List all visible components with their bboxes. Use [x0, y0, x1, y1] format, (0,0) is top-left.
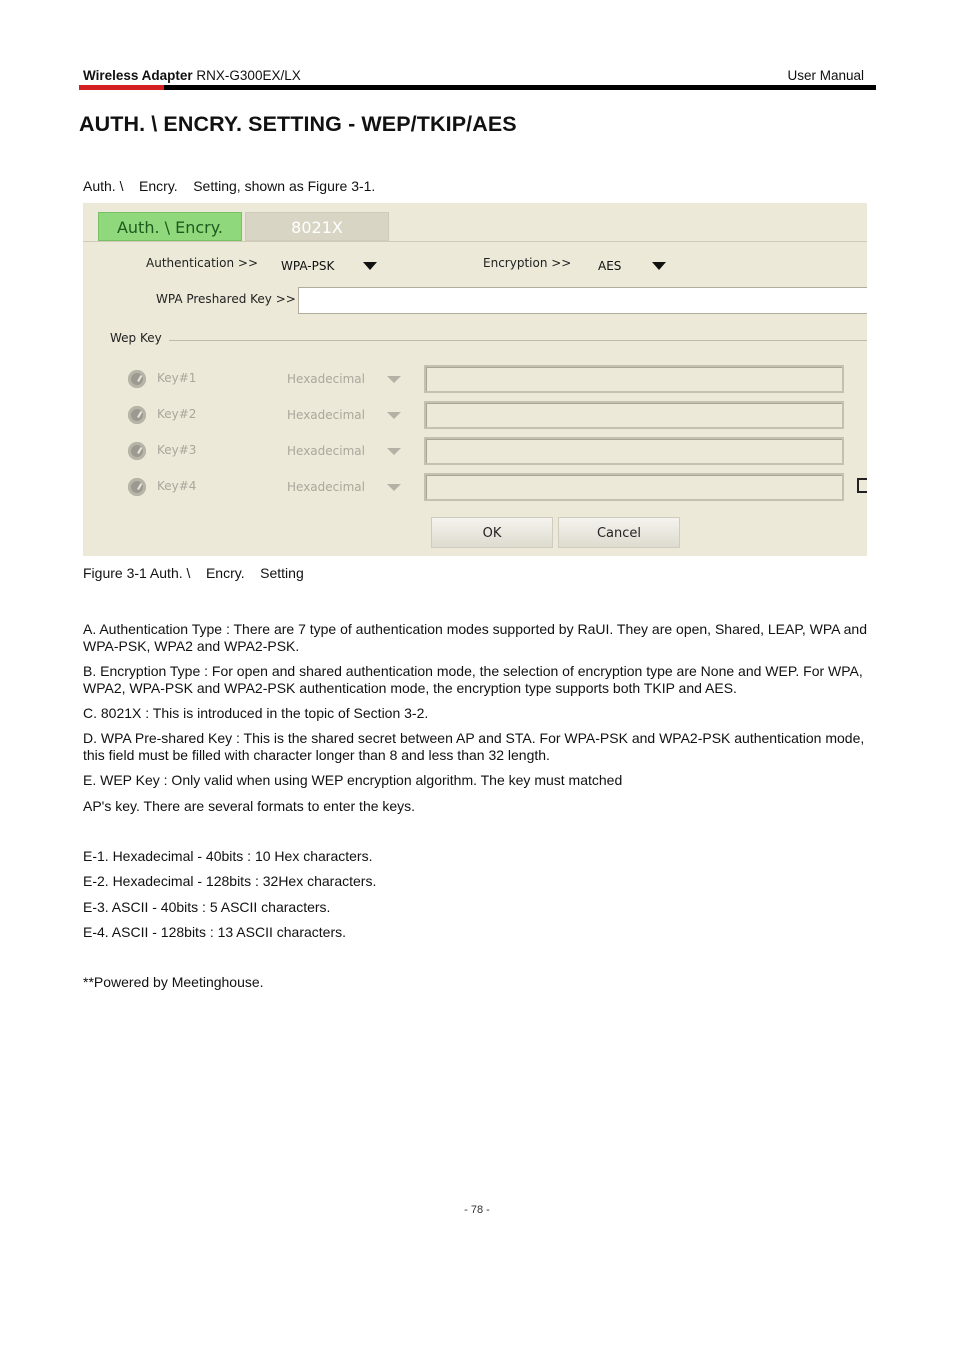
encryption-select[interactable] [596, 255, 676, 275]
tab-8021x[interactable]: 8021X [245, 212, 389, 241]
powered-by-note: **Powered by Meetinghouse. [83, 974, 264, 990]
page-number: - 78 - [464, 1204, 490, 1216]
header-model: RNX-G300EX/LX [192, 68, 301, 83]
chevron-down-icon [387, 448, 401, 455]
paragraph-d: D. WPA Pre-shared Key : This is the shared secret between AP and STA. For WPA-PSK and WPA2-PSK authentication mode, this field must be filled with character longer than 8 and less than 32 length. [83, 730, 865, 763]
key1-input[interactable] [424, 365, 844, 393]
header-product-name: Wireless Adapter [83, 68, 193, 83]
key1-format: Hexadecimal [287, 372, 365, 386]
tab-divider [83, 241, 867, 242]
authentication-label: Authentication >> [146, 256, 259, 270]
ok-button[interactable]: OK [431, 517, 553, 548]
key2-label: Key#2 [157, 407, 197, 421]
key2-format-select[interactable] [287, 405, 407, 425]
key2-format: Hexadecimal [287, 408, 365, 422]
auth-encry-dialog [83, 203, 867, 556]
list-item-e2: E-2. Hexadecimal - 128bits : 32Hex characters. [83, 873, 377, 889]
paragraph-b: B. Encryption Type : For open and shared authentication mode, the selection of encryption type are None and WEP. For WPA, WPA2, WPA-PSK and WPA2-PSK authentication mode, the encryption type supports both TKIP and AES. [83, 663, 863, 696]
header-rule [79, 85, 876, 90]
intro-text: Auth. \ Encry. Setting, shown as Figure 3-1. [83, 178, 376, 194]
key1-label: Key#1 [157, 371, 197, 385]
psk-input[interactable] [298, 287, 867, 314]
header-manual: User Manual [787, 68, 864, 83]
authentication-value: WPA-PSK [281, 259, 335, 273]
chevron-down-icon [387, 412, 401, 419]
key1-radio[interactable] [128, 370, 146, 388]
key4-radio[interactable] [128, 478, 146, 496]
paragraph-c: C. 8021X : This is introduced in the topic of Section 3-2. [83, 705, 429, 721]
header-rule-accent [79, 85, 164, 90]
paragraph-e-cont: AP's key. There are several formats to enter the keys. [83, 798, 416, 814]
wep-group-line [169, 340, 867, 341]
key4-format: Hexadecimal [287, 480, 365, 494]
encryption-value: AES [598, 259, 622, 273]
chevron-down-icon [387, 484, 401, 491]
key4-label: Key#4 [157, 479, 197, 493]
cancel-button[interactable]: Cancel [558, 517, 680, 548]
chevron-down-icon [652, 262, 666, 270]
list-item-e1: E-1. Hexadecimal - 40bits : 10 Hex characters. [83, 848, 373, 864]
header-product [83, 68, 301, 83]
page-title: AUTH. \ ENCRY. SETTING - WEP/TKIP/AES [79, 112, 517, 136]
key4-format-select[interactable] [287, 477, 407, 497]
authentication-select[interactable] [279, 255, 389, 275]
tab-auth-encry[interactable]: Auth. \ Encry. [98, 212, 242, 241]
figure-caption: Figure 3-1 Auth. \ Encry. Setting [83, 565, 304, 581]
paragraph-a: A. Authentication Type : There are 7 type of authentication modes supported by RaUI. They are open, Shared, LEAP, WPA and WPA-PSK, WPA2 and WPA2-PSK. [83, 621, 867, 654]
show-password-checkbox[interactable] [857, 478, 867, 493]
key4-input[interactable] [424, 473, 844, 501]
key3-radio[interactable] [128, 442, 146, 460]
key2-radio[interactable] [128, 406, 146, 424]
psk-label: WPA Preshared Key >> [156, 292, 296, 306]
key3-format: Hexadecimal [287, 444, 365, 458]
key3-format-select[interactable] [287, 441, 407, 461]
paragraph-e: E. WEP Key : Only valid when using WEP encryption algorithm. The key must matched [83, 772, 623, 788]
key3-label: Key#3 [157, 443, 197, 457]
list-item-e3: E-3. ASCII - 40bits : 5 ASCII characters. [83, 899, 331, 915]
list-item-e4: E-4. ASCII - 128bits : 13 ASCII characters. [83, 924, 347, 940]
key1-format-select[interactable] [287, 369, 407, 389]
key3-input[interactable] [424, 437, 844, 465]
wep-key-group-label: Wep Key [110, 331, 162, 345]
key2-input[interactable] [424, 401, 844, 429]
chevron-down-icon [363, 262, 377, 270]
chevron-down-icon [387, 376, 401, 383]
encryption-label: Encryption >> [483, 256, 572, 270]
